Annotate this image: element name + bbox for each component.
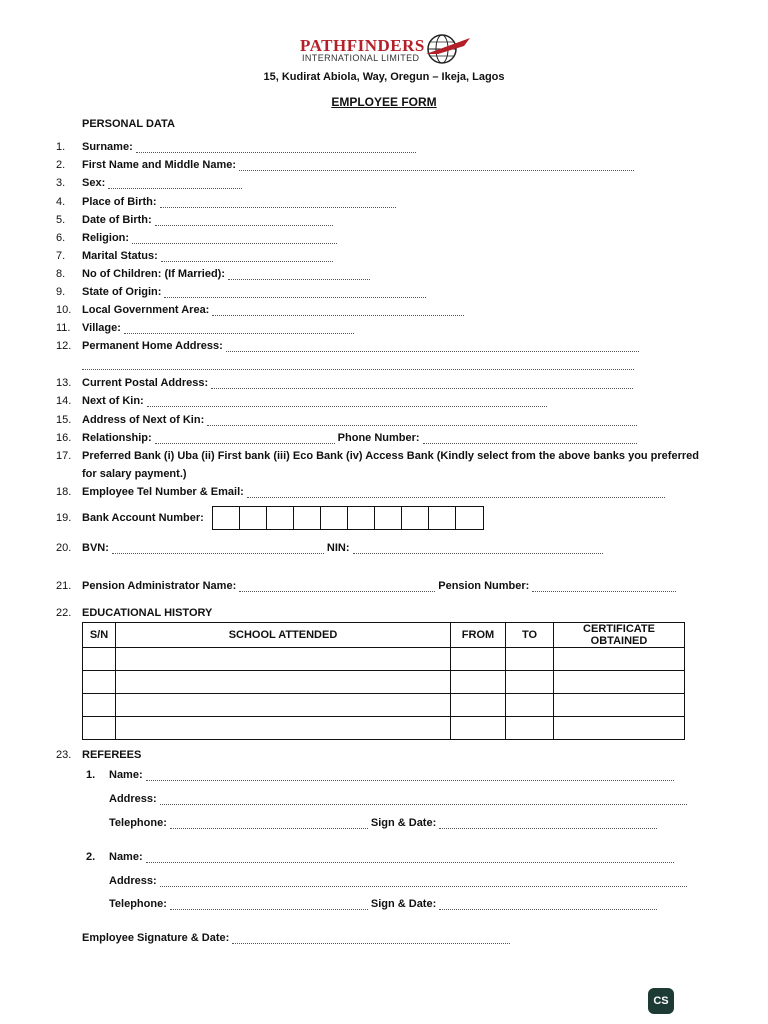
fill-line[interactable] xyxy=(160,878,687,887)
field-permanent-address[interactable]: 12. Permanent Home Address: xyxy=(56,338,642,352)
field-bank-account[interactable]: 19. Bank Account Number: xyxy=(56,506,484,530)
fill-line[interactable] xyxy=(423,435,637,444)
digit-box[interactable] xyxy=(456,507,483,529)
table-cell[interactable] xyxy=(116,694,451,717)
field-marital-status[interactable]: 7. Marital Status: xyxy=(56,248,336,262)
fill-line[interactable] xyxy=(170,820,368,829)
column-header: S/N xyxy=(83,623,116,648)
field-first-middle-name[interactable]: 2. First Name and Middle Name: xyxy=(56,157,637,171)
column-header: CERTIFICATE OBTAINED xyxy=(554,623,685,648)
fill-line[interactable] xyxy=(136,144,416,153)
fill-line[interactable] xyxy=(532,583,676,592)
field-pension[interactable]: 21. Pension Administrator Name: Pension Number: xyxy=(56,578,679,592)
table-cell[interactable] xyxy=(506,648,554,671)
column-header: FROM xyxy=(451,623,506,648)
column-header: SCHOOL ATTENDED xyxy=(116,623,451,648)
field-next-of-kin-address[interactable]: 15. Address of Next of Kin: xyxy=(56,412,640,426)
digit-box[interactable] xyxy=(213,507,240,529)
table-cell[interactable] xyxy=(83,671,116,694)
table-cell[interactable] xyxy=(554,694,685,717)
referee-1-name[interactable]: 1. Name: xyxy=(86,767,677,781)
field-no-of-children[interactable]: 8. No of Children: (If Married): xyxy=(56,266,373,280)
table-row xyxy=(83,648,685,671)
fill-line[interactable] xyxy=(160,796,687,805)
digit-box[interactable] xyxy=(294,507,321,529)
table-cell[interactable] xyxy=(554,648,685,671)
company-name: PATHFINDERS xyxy=(300,36,425,55)
field-surname[interactable]: 1. Surname: xyxy=(56,139,419,153)
table-cell[interactable] xyxy=(116,671,451,694)
table-cell[interactable] xyxy=(116,717,451,740)
fill-line[interactable] xyxy=(161,253,333,262)
fill-line[interactable] xyxy=(108,180,242,189)
referee-2-telephone[interactable]: Telephone: Sign & Date: xyxy=(109,896,660,910)
table-cell[interactable] xyxy=(451,694,506,717)
referees-heading: 23. REFEREES xyxy=(56,749,142,761)
digit-box[interactable] xyxy=(240,507,267,529)
fill-line[interactable] xyxy=(211,380,633,389)
fill-line[interactable] xyxy=(146,772,674,781)
fill-line[interactable] xyxy=(170,901,368,910)
fill-line[interactable] xyxy=(207,417,637,426)
table-cell[interactable] xyxy=(83,717,116,740)
personal-data-heading: PERSONAL DATA xyxy=(82,118,175,130)
fill-line[interactable] xyxy=(239,583,435,592)
fill-line[interactable] xyxy=(146,854,674,863)
fill-line[interactable] xyxy=(155,435,335,444)
digit-box[interactable] xyxy=(348,507,375,529)
digit-box[interactable] xyxy=(429,507,456,529)
referee-2-address[interactable]: Address: xyxy=(109,873,690,887)
sign-date-label: Sign & Date: xyxy=(370,898,437,910)
preferred-bank-note-cont: for salary payment.) xyxy=(82,468,187,480)
table-header-row xyxy=(83,623,685,648)
fill-line[interactable] xyxy=(124,325,354,334)
fill-line[interactable] xyxy=(212,307,464,316)
fill-line[interactable] xyxy=(82,361,634,370)
table-cell[interactable] xyxy=(554,671,685,694)
education-heading: 22. EDUCATIONAL HISTORY xyxy=(56,607,213,619)
education-table xyxy=(82,622,685,740)
field-next-of-kin[interactable]: 14. Next of Kin: xyxy=(56,393,550,407)
fill-line[interactable] xyxy=(164,289,426,298)
pension-number-label: Pension Number: xyxy=(438,580,530,592)
field-tel-email[interactable]: 18. Employee Tel Number & Email: xyxy=(56,484,668,498)
fill-line[interactable] xyxy=(132,235,337,244)
table-cell[interactable] xyxy=(83,694,116,717)
letterhead xyxy=(0,32,768,92)
digit-box[interactable] xyxy=(267,507,294,529)
field-state-of-origin[interactable]: 9. State of Origin: xyxy=(56,284,429,298)
column-header: TO xyxy=(506,623,554,648)
digit-box[interactable] xyxy=(402,507,429,529)
employee-signature[interactable]: Employee Signature & Date: xyxy=(82,930,513,944)
table-row xyxy=(83,717,685,740)
camscanner-badge-icon: CS xyxy=(648,988,674,1014)
fill-line[interactable] xyxy=(247,489,665,498)
table-cell[interactable] xyxy=(116,648,451,671)
table-cell[interactable] xyxy=(554,717,685,740)
digit-box[interactable] xyxy=(375,507,402,529)
referee-1-telephone[interactable]: Telephone: Sign & Date: xyxy=(109,815,660,829)
field-village[interactable]: 11. Village: xyxy=(56,320,357,334)
fill-line[interactable] xyxy=(226,343,639,352)
fill-line[interactable] xyxy=(147,398,547,407)
fill-line[interactable] xyxy=(112,545,324,554)
table-cell[interactable] xyxy=(506,694,554,717)
fill-line[interactable] xyxy=(232,935,510,944)
company-subtitle: INTERNATIONAL LIMITED xyxy=(302,53,420,63)
sign-date-label: Sign & Date: xyxy=(370,817,437,829)
field-date-of-birth[interactable]: 5. Date of Birth: xyxy=(56,212,336,226)
form-title: EMPLOYEE FORM xyxy=(331,95,437,109)
table-cell[interactable] xyxy=(451,648,506,671)
phone-number-label: Phone Number: xyxy=(337,432,420,444)
table-row xyxy=(83,671,685,694)
fill-line[interactable] xyxy=(353,545,603,554)
fill-line[interactable] xyxy=(228,271,370,280)
fill-line[interactable] xyxy=(239,162,634,171)
field-relationship[interactable]: 16. Relationship: Phone Number: xyxy=(56,430,640,444)
globe-plane-logo-icon xyxy=(424,32,472,66)
fill-line[interactable] xyxy=(160,199,396,208)
field-bvn-nin[interactable]: 20. BVN: NIN: xyxy=(56,540,606,554)
field-permanent-address-cont[interactable] xyxy=(82,356,637,370)
fill-line[interactable] xyxy=(155,217,333,226)
digit-box[interactable] xyxy=(321,507,348,529)
field-sex[interactable]: 3. Sex: xyxy=(56,175,245,189)
preferred-bank-note: 17. Preferred Bank (i) Uba (ii) First bank (iii) Eco Bank (iv) Access Bank (Kindly select from the above banks you preferred xyxy=(56,450,699,462)
field-current-postal-address[interactable]: 13. Current Postal Address: xyxy=(56,375,636,389)
field-religion[interactable]: 6. Religion: xyxy=(56,230,340,244)
field-place-of-birth[interactable]: 4. Place of Birth: xyxy=(56,194,399,208)
table-cell[interactable] xyxy=(83,648,116,671)
company-address: 15, Kudirat Abiola, Way, Oregun – Ikeja, Lagos xyxy=(263,71,505,83)
nin-label: NIN: xyxy=(326,542,350,554)
referee-2-name[interactable]: 2. Name: xyxy=(86,849,677,863)
table-cell[interactable] xyxy=(451,671,506,694)
table-row xyxy=(83,694,685,717)
table-cell[interactable] xyxy=(506,717,554,740)
fill-line[interactable] xyxy=(439,901,657,910)
table-cell[interactable] xyxy=(451,717,506,740)
field-lga[interactable]: 10. Local Government Area: xyxy=(56,302,467,316)
account-number-boxes[interactable] xyxy=(212,506,484,530)
fill-line[interactable] xyxy=(439,820,657,829)
table-cell[interactable] xyxy=(506,671,554,694)
referee-1-address[interactable]: Address: xyxy=(109,791,690,805)
